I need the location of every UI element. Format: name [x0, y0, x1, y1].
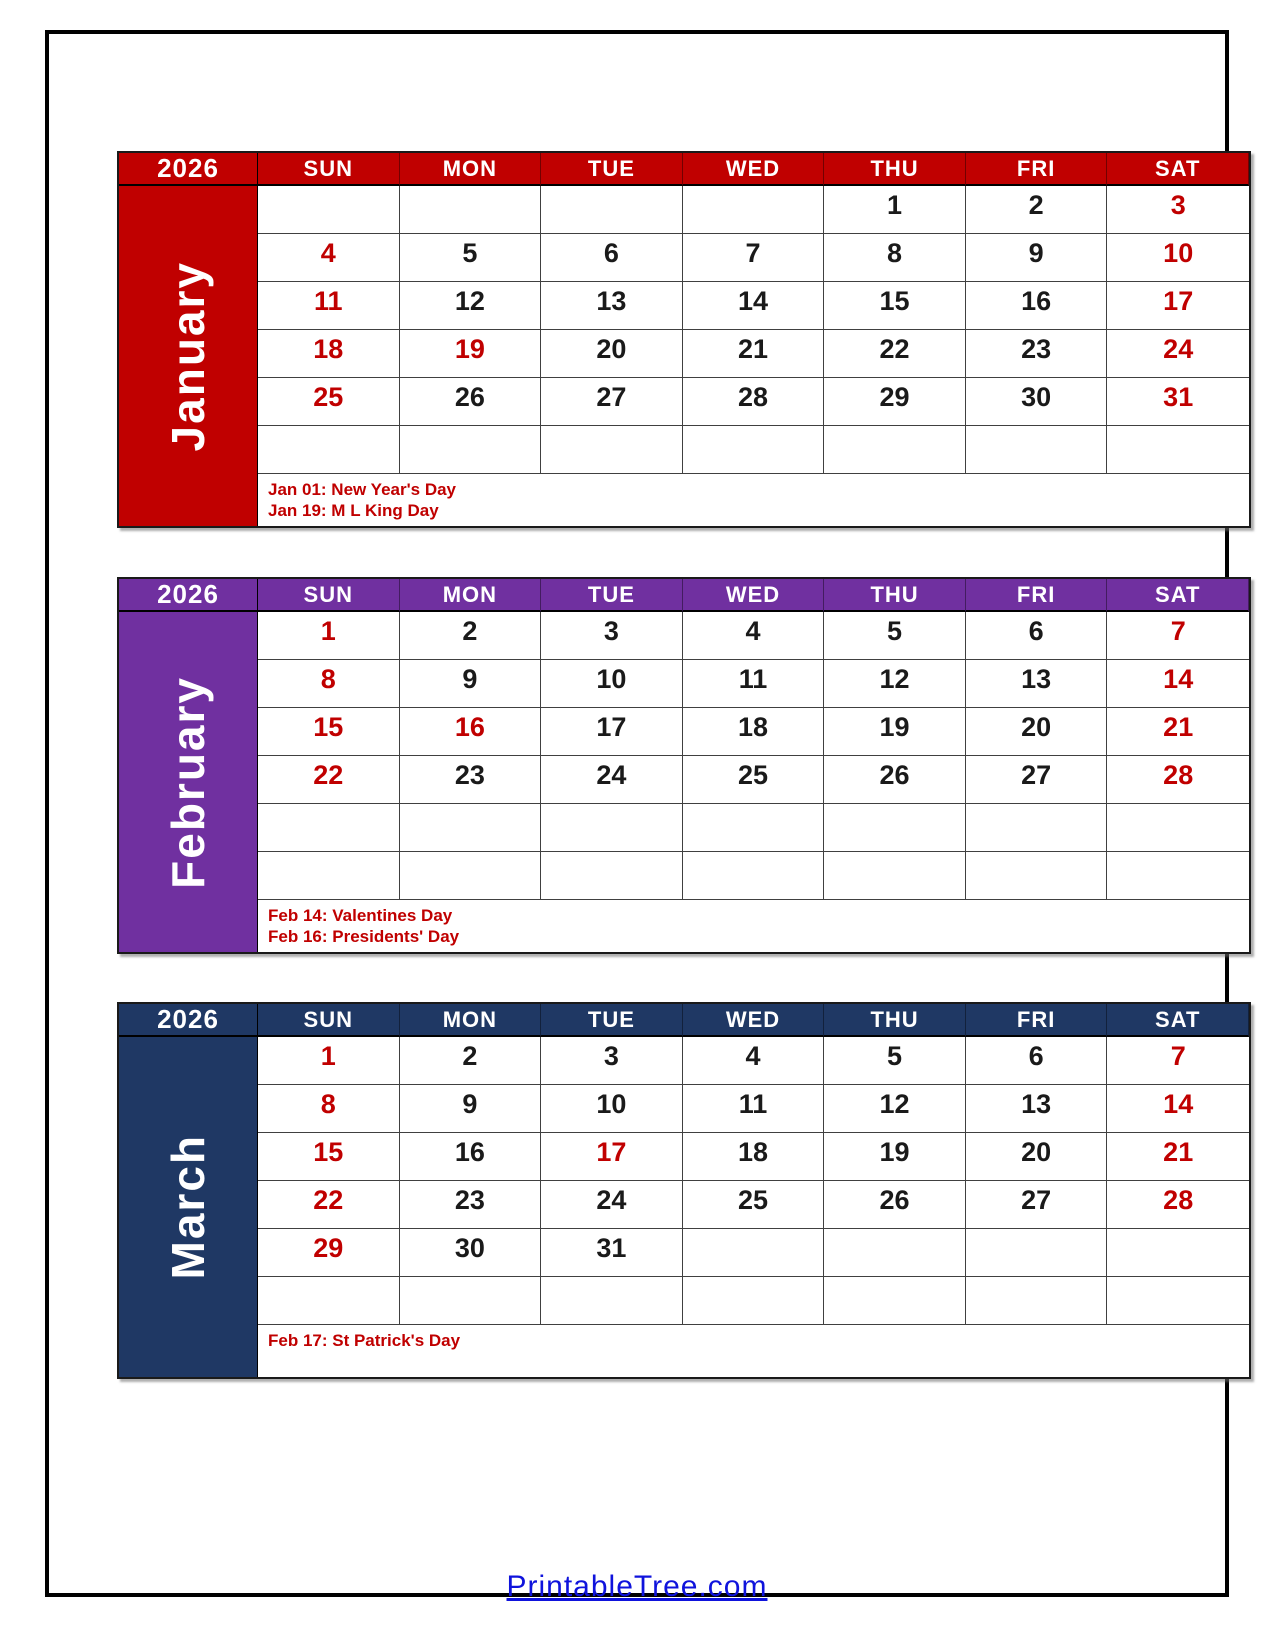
page-border-frame — [45, 30, 1229, 1603]
date-cell-empty — [966, 1229, 1108, 1277]
date-cell-empty — [683, 1277, 825, 1325]
date-cell-march-9: 9 — [400, 1085, 542, 1133]
holiday-note: Feb 14: Valentines Day — [268, 906, 453, 925]
date-cell-february-27: 27 — [966, 756, 1108, 804]
date-cell-march-10: 10 — [541, 1085, 683, 1133]
date-cell-january-25: 25 — [258, 378, 400, 426]
date-cell-february-22: 22 — [258, 756, 400, 804]
date-cell-march-31: 31 — [541, 1229, 683, 1277]
date-cell-february-18: 18 — [683, 708, 825, 756]
footer — [49, 1570, 1225, 1604]
date-cell-january-19: 19 — [400, 330, 542, 378]
date-cell-january-31: 31 — [1107, 378, 1249, 426]
date-cell-february-23: 23 — [400, 756, 542, 804]
date-cell-empty — [258, 852, 400, 900]
date-cell-empty — [824, 1229, 966, 1277]
day-header-tue: TUE — [541, 1004, 683, 1037]
year-label-january: 2026 — [119, 153, 258, 186]
date-cell-march-17: 17 — [541, 1133, 683, 1181]
date-cell-empty — [966, 1277, 1108, 1325]
date-cell-empty — [966, 852, 1108, 900]
holiday-note: Feb 16: Presidents' Day — [268, 927, 460, 946]
date-cell-january-14: 14 — [683, 282, 825, 330]
day-header-wed: WED — [683, 1004, 825, 1037]
date-cell-march-20: 20 — [966, 1133, 1108, 1181]
month-calendar-january — [117, 151, 1251, 528]
date-cell-empty — [541, 804, 683, 852]
date-cell-february-24: 24 — [541, 756, 683, 804]
date-cell-january-27: 27 — [541, 378, 683, 426]
day-header-mon: MON — [400, 579, 542, 612]
date-cell-january-1: 1 — [824, 186, 966, 234]
date-cell-march-7: 7 — [1107, 1037, 1249, 1085]
date-cell-january-7: 7 — [683, 234, 825, 282]
month-calendar-february — [117, 577, 1251, 954]
date-cell-empty — [258, 426, 400, 474]
date-cell-january-13: 13 — [541, 282, 683, 330]
day-header-fri: FRI — [966, 153, 1108, 186]
date-cell-march-16: 16 — [400, 1133, 542, 1181]
date-cell-january-20: 20 — [541, 330, 683, 378]
date-cell-january-29: 29 — [824, 378, 966, 426]
day-header-thu: THU — [824, 579, 966, 612]
day-header-sun: SUN — [258, 1004, 400, 1037]
date-cell-january-16: 16 — [966, 282, 1108, 330]
day-header-tue: TUE — [541, 579, 683, 612]
date-cell-march-15: 15 — [258, 1133, 400, 1181]
date-cell-march-28: 28 — [1107, 1181, 1249, 1229]
date-cell-march-21: 21 — [1107, 1133, 1249, 1181]
date-cell-march-3: 3 — [541, 1037, 683, 1085]
date-cell-january-2: 2 — [966, 186, 1108, 234]
date-cell-march-11: 11 — [683, 1085, 825, 1133]
date-cell-empty — [683, 426, 825, 474]
date-cell-january-4: 4 — [258, 234, 400, 282]
date-cell-february-6: 6 — [966, 612, 1108, 660]
printabletree-link[interactable]: PrintableTree.com — [506, 1570, 768, 1603]
date-cell-february-15: 15 — [258, 708, 400, 756]
date-cell-march-30: 30 — [400, 1229, 542, 1277]
date-cell-february-16: 16 — [400, 708, 542, 756]
date-cell-empty — [966, 426, 1108, 474]
date-cell-january-21: 21 — [683, 330, 825, 378]
date-cell-january-9: 9 — [966, 234, 1108, 282]
date-cell-empty — [258, 1277, 400, 1325]
date-cell-february-3: 3 — [541, 612, 683, 660]
date-cell-empty — [1107, 1229, 1249, 1277]
date-cell-february-19: 19 — [824, 708, 966, 756]
date-cell-march-26: 26 — [824, 1181, 966, 1229]
date-cell-march-29: 29 — [258, 1229, 400, 1277]
date-cell-january-23: 23 — [966, 330, 1108, 378]
date-cell-empty — [541, 426, 683, 474]
day-header-tue: TUE — [541, 153, 683, 186]
date-cell-january-22: 22 — [824, 330, 966, 378]
date-cell-march-6: 6 — [966, 1037, 1108, 1085]
date-cell-february-2: 2 — [400, 612, 542, 660]
date-cell-empty — [400, 426, 542, 474]
date-cell-empty — [824, 852, 966, 900]
date-cell-march-1: 1 — [258, 1037, 400, 1085]
date-cell-march-2: 2 — [400, 1037, 542, 1085]
day-header-mon: MON — [400, 1004, 542, 1037]
day-header-wed: WED — [683, 579, 825, 612]
date-cell-empty — [400, 804, 542, 852]
date-cell-empty — [1107, 1277, 1249, 1325]
date-cell-january-8: 8 — [824, 234, 966, 282]
date-cell-january-12: 12 — [400, 282, 542, 330]
date-cell-january-18: 18 — [258, 330, 400, 378]
date-cell-march-27: 27 — [966, 1181, 1108, 1229]
date-cell-empty — [258, 804, 400, 852]
holiday-note: Jan 19: M L King Day — [268, 501, 439, 520]
month-sidebar-march — [119, 1037, 258, 1377]
date-cell-february-28: 28 — [1107, 756, 1249, 804]
holiday-notes-march — [258, 1325, 1249, 1377]
date-cell-empty — [824, 804, 966, 852]
date-cell-empty — [400, 852, 542, 900]
date-cell-empty — [1107, 426, 1249, 474]
date-cell-march-23: 23 — [400, 1181, 542, 1229]
day-header-mon: MON — [400, 153, 542, 186]
date-cell-march-25: 25 — [683, 1181, 825, 1229]
date-cell-empty — [966, 804, 1108, 852]
day-header-sat: SAT — [1107, 153, 1249, 186]
date-cell-january-3: 3 — [1107, 186, 1249, 234]
date-cell-january-5: 5 — [400, 234, 542, 282]
month-name-label: March — [162, 1134, 214, 1280]
date-cell-january-24: 24 — [1107, 330, 1249, 378]
day-header-fri: FRI — [966, 1004, 1108, 1037]
date-cell-empty — [541, 852, 683, 900]
date-cell-february-11: 11 — [683, 660, 825, 708]
day-header-fri: FRI — [966, 579, 1108, 612]
date-cell-february-13: 13 — [966, 660, 1108, 708]
date-cell-empty — [824, 1277, 966, 1325]
date-cell-february-26: 26 — [824, 756, 966, 804]
date-cell-january-30: 30 — [966, 378, 1108, 426]
date-cell-empty — [258, 186, 400, 234]
holiday-note: Jan 01: New Year's Day — [268, 480, 457, 499]
date-cell-january-10: 10 — [1107, 234, 1249, 282]
day-header-sun: SUN — [258, 153, 400, 186]
date-cell-march-14: 14 — [1107, 1085, 1249, 1133]
day-header-thu: THU — [824, 153, 966, 186]
date-cell-february-8: 8 — [258, 660, 400, 708]
month-sidebar-january — [119, 186, 258, 526]
date-cell-february-5: 5 — [824, 612, 966, 660]
date-cell-february-1: 1 — [258, 612, 400, 660]
year-label-march: 2026 — [119, 1004, 258, 1037]
date-cell-empty — [400, 1277, 542, 1325]
date-cell-empty — [1107, 804, 1249, 852]
date-cell-empty — [541, 1277, 683, 1325]
date-cell-march-5: 5 — [824, 1037, 966, 1085]
day-header-thu: THU — [824, 1004, 966, 1037]
date-cell-february-21: 21 — [1107, 708, 1249, 756]
date-cell-january-11: 11 — [258, 282, 400, 330]
day-header-sun: SUN — [258, 579, 400, 612]
date-cell-february-14: 14 — [1107, 660, 1249, 708]
date-cell-empty — [683, 1229, 825, 1277]
date-cell-february-25: 25 — [683, 756, 825, 804]
date-cell-empty — [400, 186, 542, 234]
day-header-sat: SAT — [1107, 579, 1249, 612]
date-cell-january-15: 15 — [824, 282, 966, 330]
month-calendar-march — [117, 1002, 1251, 1379]
date-cell-january-6: 6 — [541, 234, 683, 282]
holiday-note: Feb 17: St Patrick's Day — [268, 1331, 461, 1350]
holiday-notes-february — [258, 900, 1249, 952]
day-header-sat: SAT — [1107, 1004, 1249, 1037]
holiday-notes-january — [258, 474, 1249, 526]
date-cell-march-24: 24 — [541, 1181, 683, 1229]
date-cell-february-10: 10 — [541, 660, 683, 708]
date-cell-february-7: 7 — [1107, 612, 1249, 660]
date-cell-empty — [1107, 852, 1249, 900]
date-cell-empty — [824, 426, 966, 474]
date-cell-empty — [683, 852, 825, 900]
year-label-february: 2026 — [119, 579, 258, 612]
month-sidebar-february — [119, 612, 258, 952]
date-cell-march-8: 8 — [258, 1085, 400, 1133]
date-cell-february-4: 4 — [683, 612, 825, 660]
date-cell-february-9: 9 — [400, 660, 542, 708]
date-cell-february-20: 20 — [966, 708, 1108, 756]
date-cell-march-18: 18 — [683, 1133, 825, 1181]
date-cell-february-12: 12 — [824, 660, 966, 708]
date-cell-march-19: 19 — [824, 1133, 966, 1181]
day-header-wed: WED — [683, 153, 825, 186]
date-cell-empty — [683, 186, 825, 234]
date-cell-empty — [683, 804, 825, 852]
date-cell-january-17: 17 — [1107, 282, 1249, 330]
date-cell-january-26: 26 — [400, 378, 542, 426]
date-cell-february-17: 17 — [541, 708, 683, 756]
date-cell-january-28: 28 — [683, 378, 825, 426]
date-cell-march-22: 22 — [258, 1181, 400, 1229]
date-cell-empty — [541, 186, 683, 234]
month-name-label: January — [162, 260, 214, 452]
date-cell-march-12: 12 — [824, 1085, 966, 1133]
date-cell-march-4: 4 — [683, 1037, 825, 1085]
month-name-label: February — [162, 675, 214, 889]
date-cell-march-13: 13 — [966, 1085, 1108, 1133]
